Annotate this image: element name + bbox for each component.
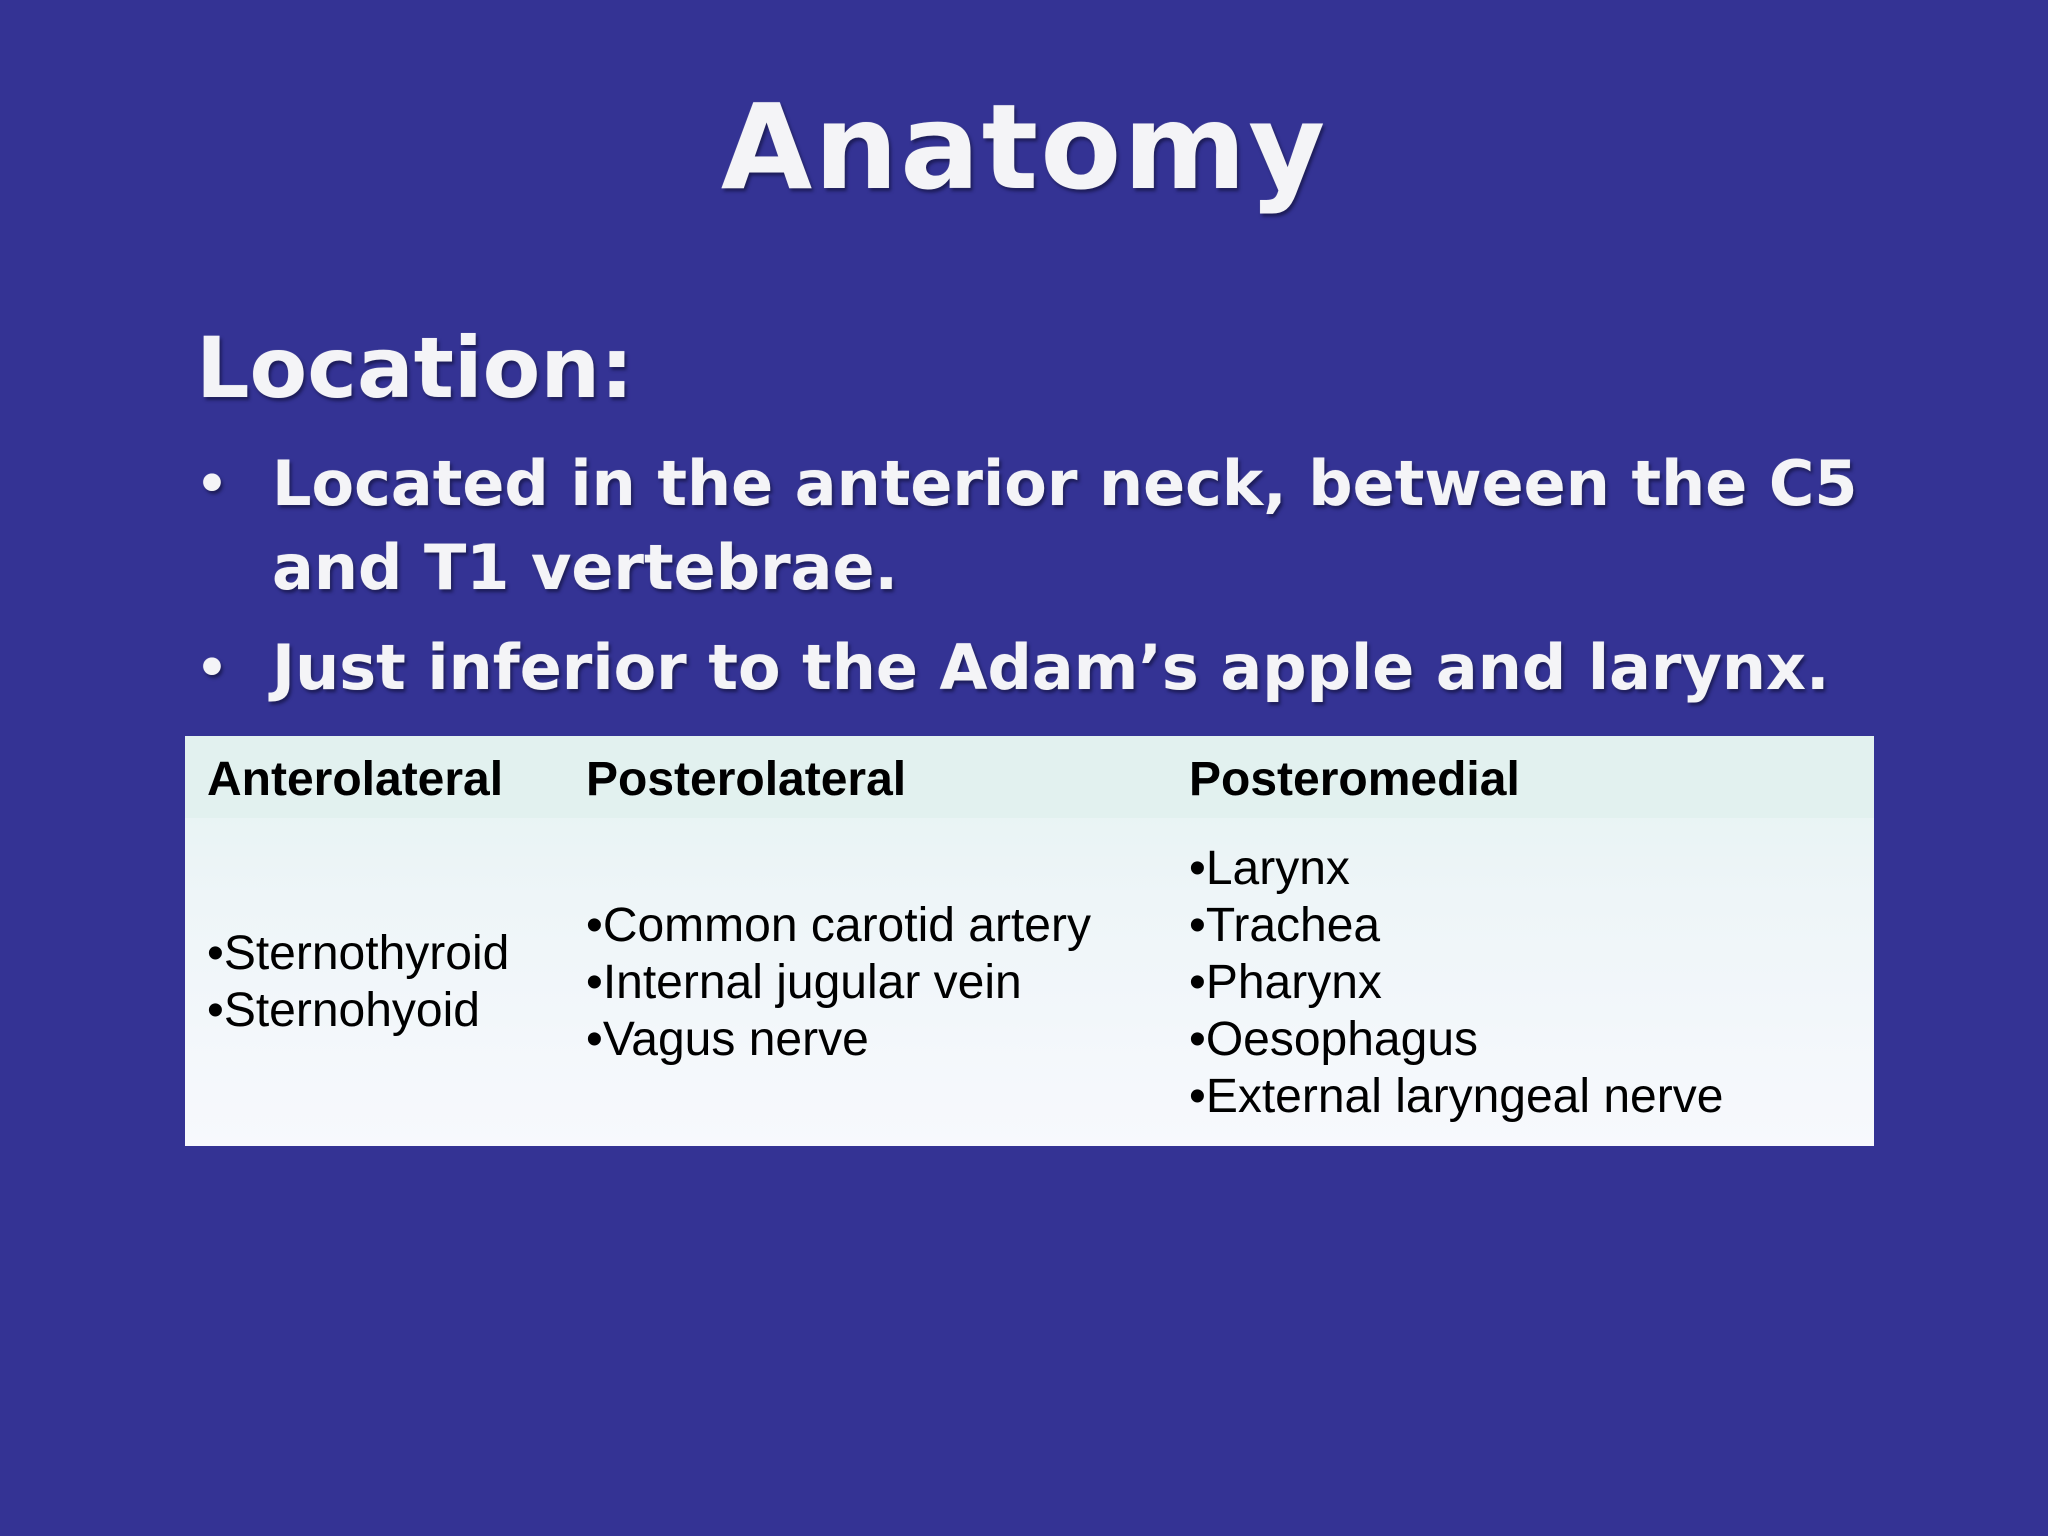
table-cell-item — [207, 925, 509, 982]
column-header: Posterolateral — [586, 753, 907, 806]
item-text: Oesophagus — [1205, 1012, 1479, 1066]
item-bullet: • — [207, 927, 224, 980]
table-cell-item — [1189, 897, 1723, 954]
item-text: Common carotid artery — [602, 898, 1091, 952]
item-text: Pharynx — [1205, 955, 1382, 1009]
bullet-text: Just inferior to the Adam’s apple and larynx. — [272, 631, 1830, 704]
slide-title: Anatomy — [720, 78, 1328, 216]
item-bullet: • — [586, 955, 603, 1009]
item-text: Sternohyoid — [223, 984, 480, 1037]
table-cell-item — [1189, 1011, 1723, 1068]
table-cell-item — [1189, 840, 1723, 897]
column-body — [207, 818, 509, 1146]
bullet-marker: • — [196, 455, 228, 513]
location-bullet — [196, 626, 1996, 710]
relations-table — [185, 736, 1874, 1146]
location-bullet-list — [196, 442, 1996, 726]
item-text: Trachea — [1205, 898, 1381, 952]
bullet-marker: • — [196, 639, 228, 697]
item-text: Sternothyroid — [223, 927, 510, 980]
bullet-text: Located in the anterior neck, between the C5 and T1 vertebrae. — [272, 447, 1858, 604]
column-header: Posteromedial — [1189, 753, 1520, 806]
item-bullet: • — [207, 984, 224, 1037]
table-cell-item — [1189, 954, 1723, 1011]
item-bullet: • — [1189, 898, 1206, 952]
item-bullet: • — [586, 898, 603, 952]
column-body — [586, 818, 1091, 1146]
item-text: Vagus nerve — [602, 1012, 869, 1066]
item-bullet: • — [1189, 1069, 1206, 1123]
table-cell-item — [586, 897, 1091, 954]
item-text: Internal jugular vein — [602, 955, 1022, 1009]
table-cell-item — [586, 1011, 1091, 1068]
item-bullet: • — [1189, 955, 1206, 1009]
location-bullet — [196, 442, 1996, 610]
item-bullet: • — [1189, 1012, 1206, 1066]
item-text: Larynx — [1205, 841, 1350, 895]
location-heading: Location: — [196, 319, 634, 417]
item-bullet: • — [586, 1012, 603, 1066]
item-text: External laryngeal nerve — [1205, 1069, 1724, 1123]
item-bullet: • — [1189, 841, 1206, 895]
table-cell-item — [207, 982, 509, 1039]
table-cell-item — [1189, 1068, 1723, 1125]
column-body — [1189, 818, 1723, 1146]
table-cell-item — [586, 954, 1091, 1011]
column-header: Anterolateral — [207, 753, 504, 806]
